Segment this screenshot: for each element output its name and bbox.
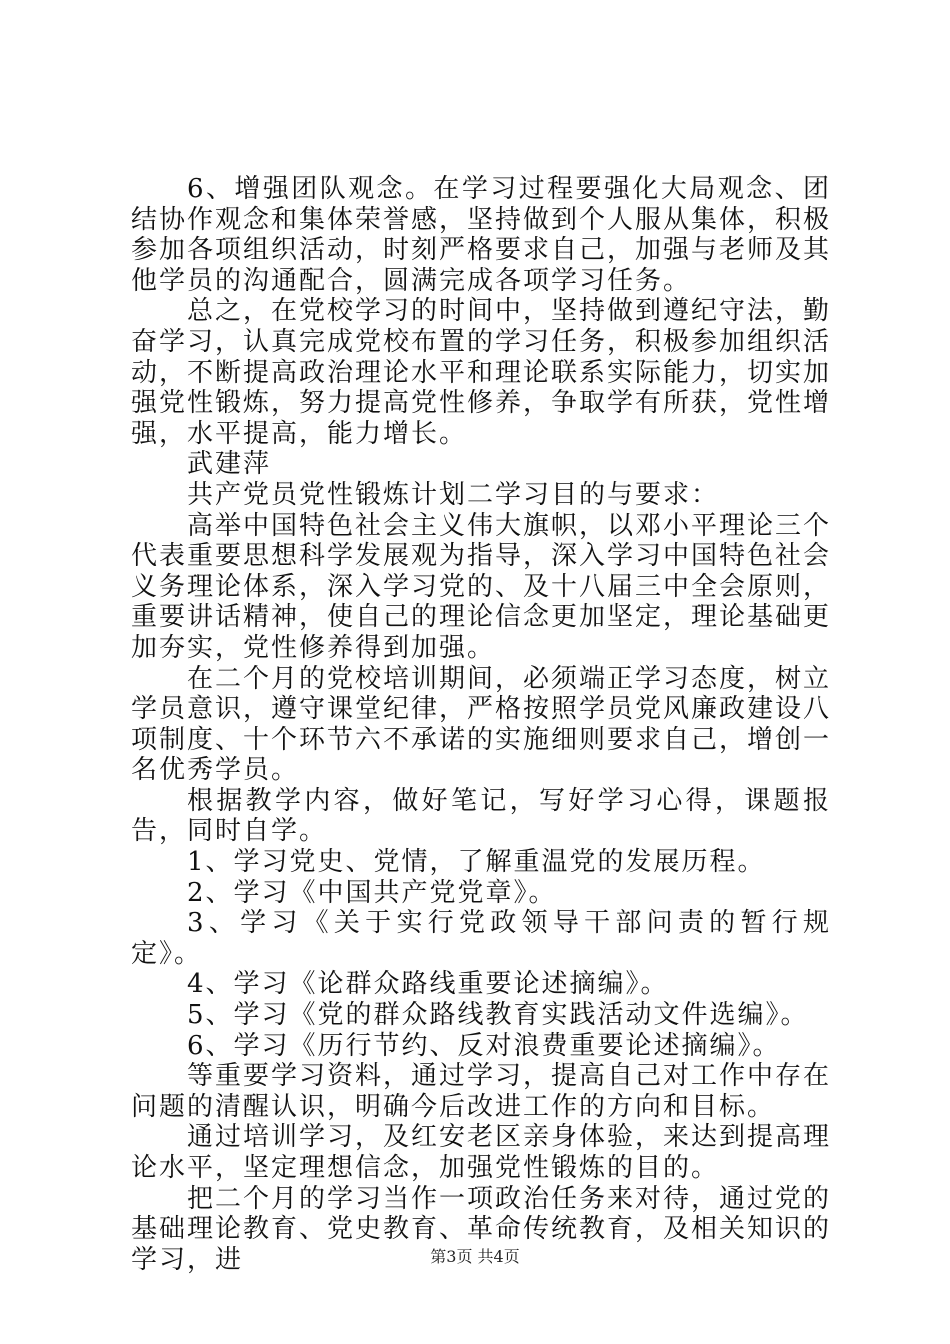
paragraph-hongan: 通过培训学习，及红安老区亲身体验，来达到提高理论水平，坚定理想信念，加强党性锻炼的目的。 [131, 1122, 832, 1183]
paragraph-political-task: 把二个月的学习当作一项政治任务来对待，通过党的基础理论教育、党史教育、革命传统教育，及相关知识的学习，进 [131, 1183, 832, 1275]
paragraph-training-attitude: 在二个月的党校培训期间，必须端正学习态度，树立学员意识，遵守课堂纪律，严格按照学员党风廉政建设八项制度、十个环节六不承诺的实施细则要求自己，增创一名优秀学员。 [131, 663, 832, 786]
author-name: 武建萍 [187, 449, 272, 480]
study-item-6: 6、学习《历行节约、反对浪费重要论述摘编》。 [187, 1030, 781, 1061]
study-item-5: 5、学习《党的群众路线教育实践活动文件选编》。 [187, 1000, 809, 1031]
study-item-3: 3、学习《关于实行党政领导干部问责的暂行规定》。 [131, 908, 831, 969]
study-item-4: 4、学习《论群众路线重要论述摘编》。 [187, 969, 669, 1000]
page-number-footer: 第3页 共4页 [430, 1247, 520, 1266]
paragraph-guiding-ideology: 高举中国特色社会主义伟大旗帜，以邓小平理论三个代表重要思想科学发展观为指导，深入学习中国特色社会义务理论体系，深入学习党的、及十八届三中全会原则，重要讲话精神，使自己的理论信念更加坚定，理论基础更加夯实，党性修养得到加强。 [131, 510, 832, 663]
paragraph-notes: 根据教学内容，做好笔记，写好学习心得，课题报告，同时自学。 [131, 785, 831, 847]
study-item-1: 1、学习党史、党情，了解重温党的发展历程。 [187, 847, 766, 878]
section-heading: 共产党员党性锻炼计划二学习目的与要求： [187, 479, 720, 510]
document-body [131, 174, 831, 1275]
paragraph-summary: 总之，在党校学习的时间中，坚持做到遵纪守法，勤奋学习，认真完成党校布置的学习任务，积极参加组织活动，不断提高政治理论水平和理论联系实际能力，切实加强党性锻炼，努力提高党性修养，争取学有所获，党性增强，水平提高，能力增长。 [131, 296, 832, 449]
paragraph-team-spirit: 6、增强团队观念。在学习过程要强化大局观念、团结协作观念和集体荣誉感，坚持做到个人服从集体，积极参加各项组织活动，时刻严格要求自己，加强与老师及其他学员的沟通配合，圆满完成各项学习任务。 [131, 174, 832, 296]
paragraph-materials: 等重要学习资料，通过学习，提高自己对工作中存在问题的清醒认识，明确今后改进工作的方向和目标。 [131, 1061, 832, 1122]
study-item-2: 2、学习《中国共产党党章》。 [187, 877, 557, 908]
